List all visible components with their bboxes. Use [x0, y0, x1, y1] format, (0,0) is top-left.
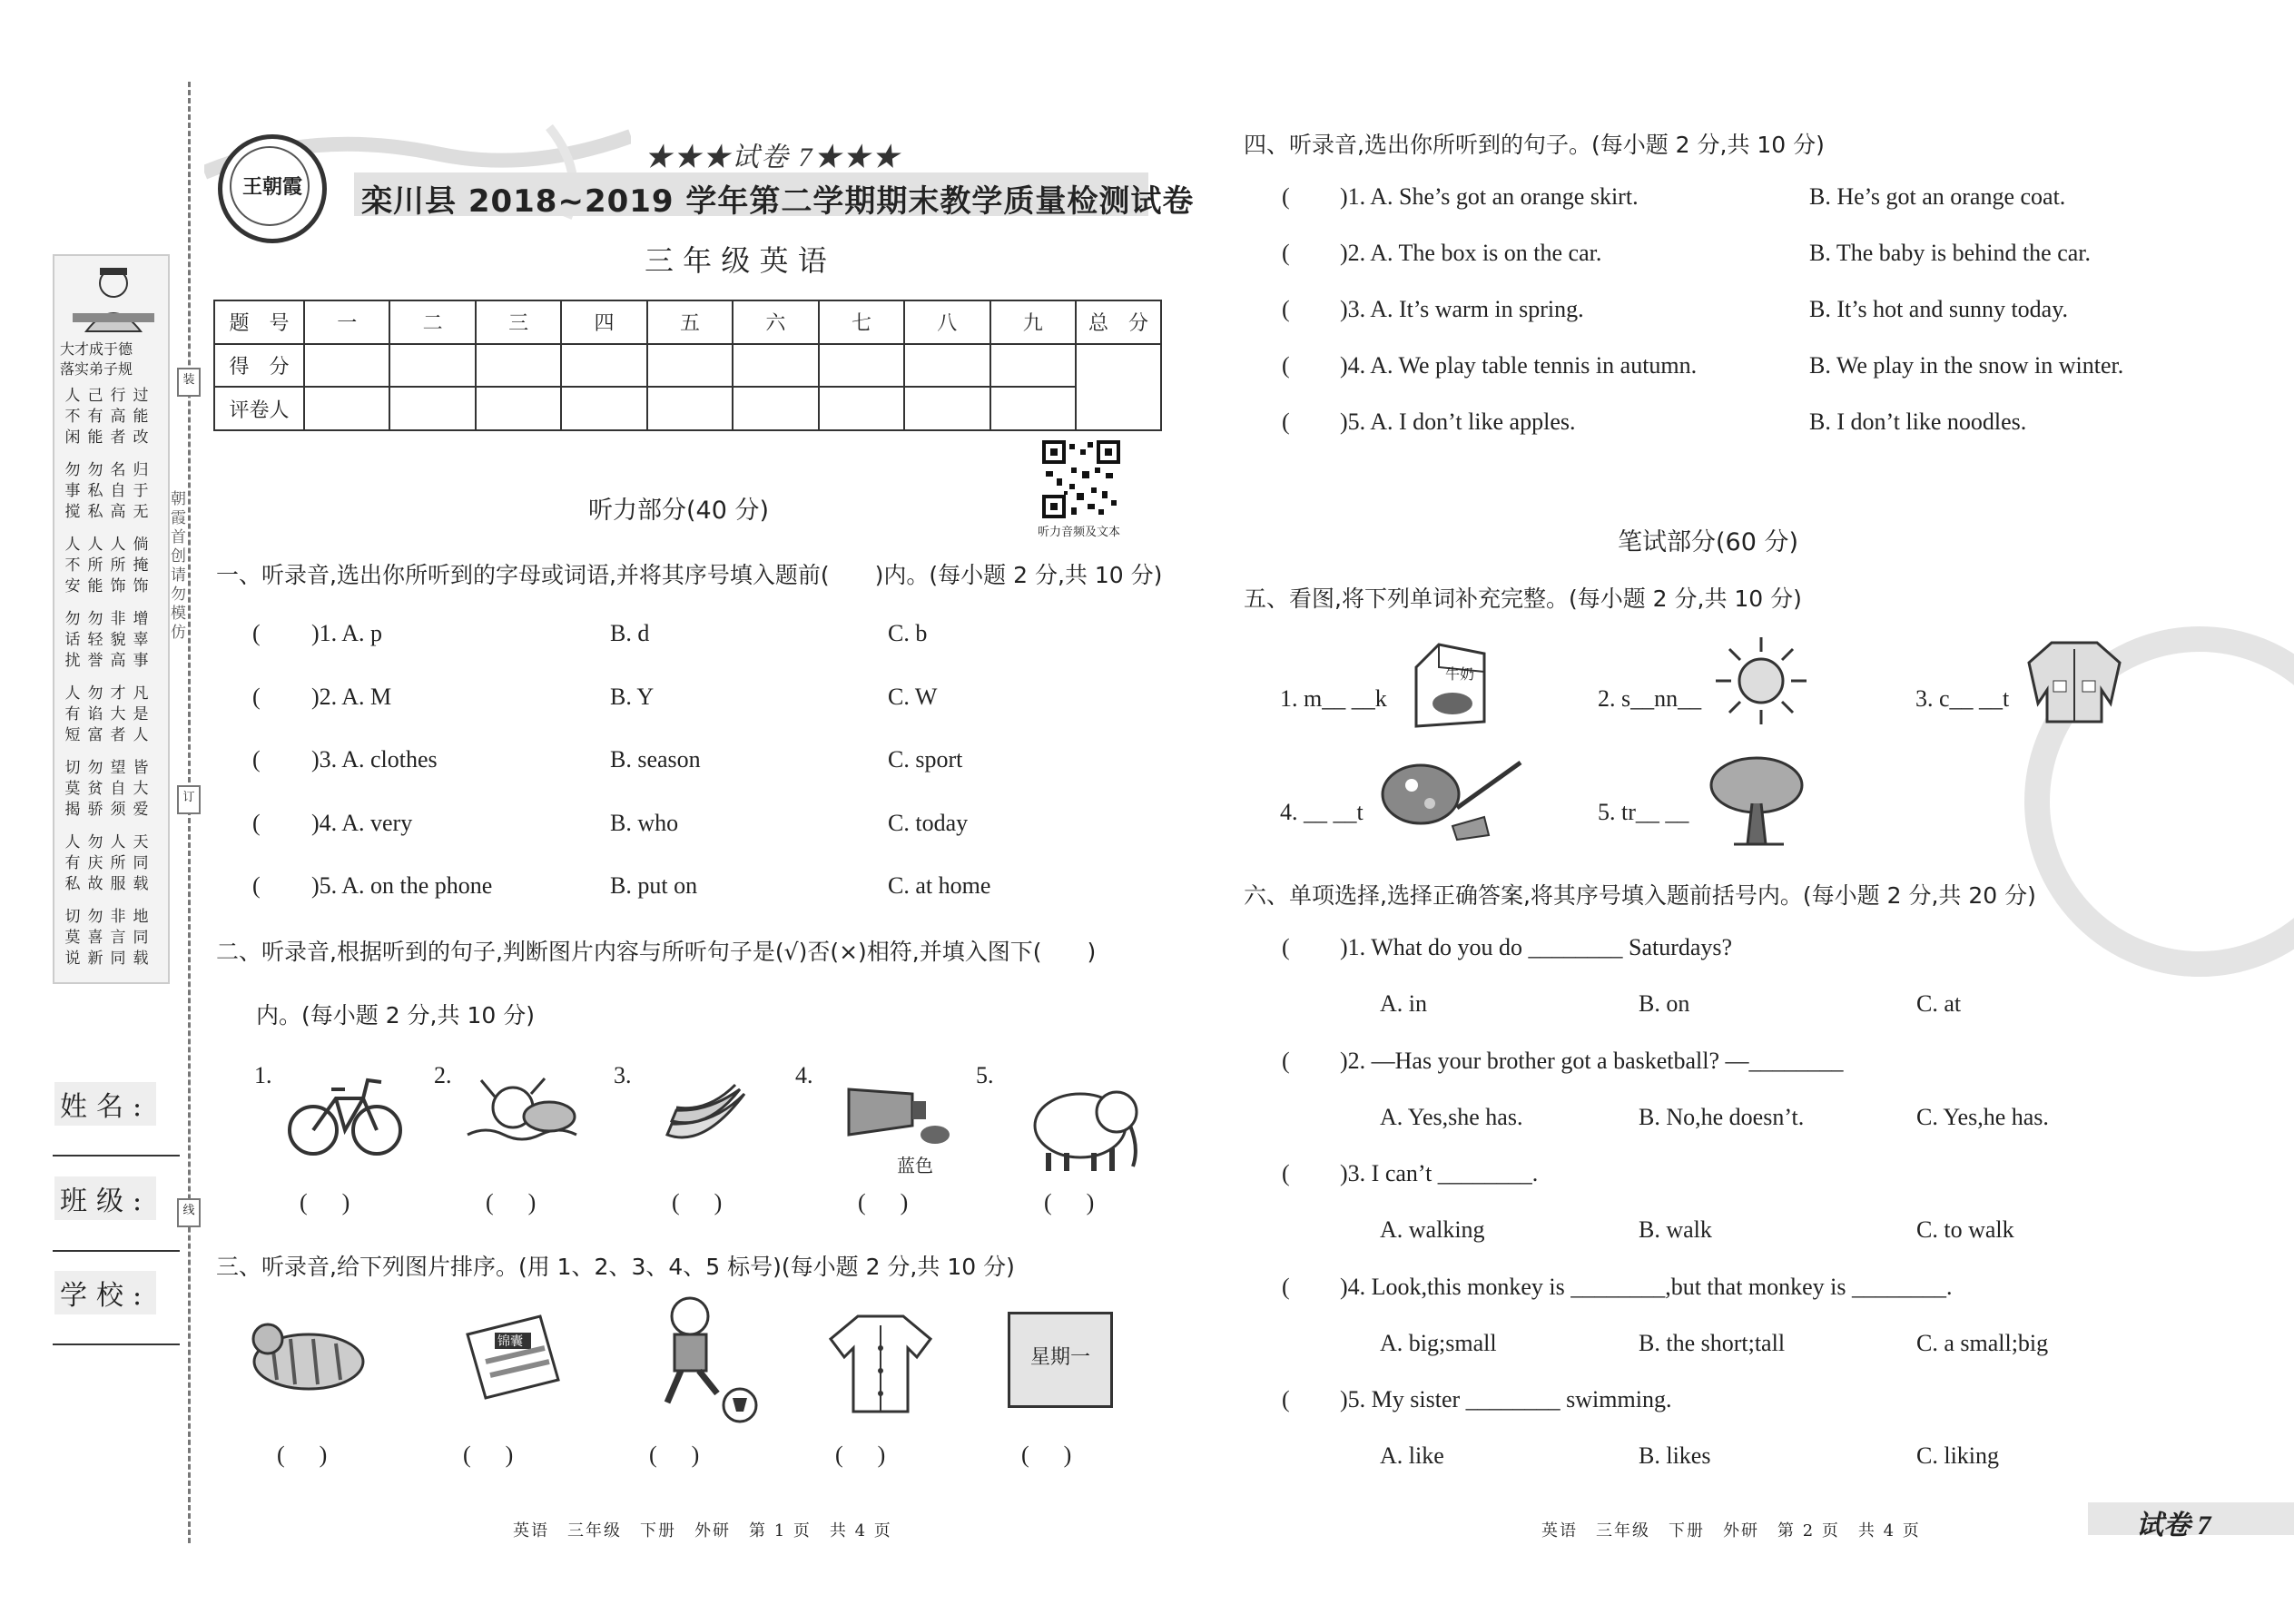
word-blank[interactable]: 5. tr__ __ [1598, 799, 1689, 825]
section-1-title: 一、听录音,选出你所听到的字母或词语,并将其序号填入题前( )内。(每小题 2 分,共 10 分) [216, 562, 1163, 588]
option-c[interactable]: C. to walk [1916, 1216, 2014, 1243]
motto-column: 勿轻誉 [87, 610, 103, 670]
grader-cell[interactable] [990, 387, 1077, 430]
motto-column: 勿谄富 [87, 684, 103, 744]
answer-paren[interactable]: () [486, 1189, 571, 1216]
option-a[interactable]: A. in [1380, 990, 1427, 1017]
motto-column: 人有私 [64, 833, 81, 893]
motto-column: 凡是人 [133, 684, 149, 744]
question-text: )2. —Has your brother got a basketball? —________ [1340, 1047, 1844, 1074]
question-text: )1. What do you do ________ Saturdays? [1340, 934, 1733, 960]
score-cell[interactable] [389, 344, 475, 388]
school-field[interactable] [53, 1343, 180, 1345]
motto-column: 望自须 [110, 759, 126, 819]
score-cell[interactable] [647, 344, 733, 388]
option-b: B. season [610, 746, 701, 773]
grader-cell[interactable] [647, 387, 733, 430]
milk-label: 牛奶 [1445, 665, 1475, 683]
section-2-title: 二、听录音,根据听到的句子,判断图片内容与所听句子是(√)否(×)相符,并填入图下( ) [216, 939, 1097, 965]
option-b[interactable]: B. the short;tall [1639, 1329, 1786, 1356]
picture-number: 5. [976, 1062, 994, 1088]
qr-caption: 听力音频及文本 [1038, 526, 1121, 539]
option-a: )2. A. The box is on the car. [1340, 240, 1602, 266]
answer-paren[interactable]: () [672, 1189, 757, 1216]
scholar-figure-icon [64, 263, 163, 336]
score-header-cell: 题 号 [214, 300, 304, 344]
name-field[interactable] [53, 1155, 180, 1156]
answer-paren[interactable]: ( [252, 746, 261, 773]
option-b: B. It’s hot and sunny today. [1809, 296, 2069, 322]
score-header-cell: 二 [389, 300, 475, 344]
option-b[interactable]: B. No,he doesn’t. [1639, 1103, 1805, 1130]
motto-column: 勿贫骄 [87, 759, 103, 819]
score-cell[interactable] [904, 344, 989, 388]
picture-number: 1. [254, 1062, 272, 1088]
option-a: )3. A. It’s warm in spring. [1340, 296, 1584, 322]
motto-column: 增辜事 [133, 610, 149, 670]
motto-column: 皆大爱 [133, 759, 149, 819]
answer-paren[interactable]: () [1021, 1442, 1107, 1468]
option-a: )5. A. on the phone [311, 872, 493, 899]
footer-left: 英语 三年级 下册 外研 第 1 页 共 4 页 [513, 1521, 892, 1540]
option-c[interactable]: C. a small;big [1916, 1329, 2049, 1356]
boy-football-icon [640, 1289, 767, 1425]
answer-paren[interactable]: ( [1282, 1273, 1290, 1300]
score-cell[interactable] [819, 344, 904, 388]
option-b[interactable]: B. likes [1639, 1442, 1711, 1469]
answer-paren[interactable]: ( [1282, 408, 1290, 435]
option-a[interactable]: A. big;small [1380, 1329, 1497, 1356]
motto-column: 地同载 [133, 908, 149, 968]
word-blank[interactable]: 1. m__ __k [1280, 685, 1387, 712]
elephant-icon [1026, 1076, 1148, 1176]
milk-carton-icon [1398, 640, 1498, 731]
motto-column: 非言同 [110, 908, 126, 968]
answer-paren[interactable]: ( [1282, 1386, 1290, 1412]
option-c[interactable]: C. liking [1916, 1442, 2000, 1469]
section-4-title: 四、听录音,选出你所听到的句子。(每小题 2 分,共 10 分) [1244, 132, 1825, 158]
option-b[interactable]: B. on [1639, 990, 1690, 1017]
total-score-cell[interactable] [1076, 344, 1161, 430]
motto-column: 勿喜新 [87, 908, 103, 968]
score-cell[interactable] [733, 344, 818, 388]
score-row-label: 评卷人 [214, 387, 304, 430]
logo-text: 王朝霞 [241, 175, 302, 199]
motto-column: 人所饰 [110, 536, 126, 595]
picture-number: 3. [614, 1062, 632, 1088]
footer-right: 英语 三年级 下册 外研 第 2 页 共 4 页 [1541, 1521, 1921, 1540]
answer-paren[interactable]: ( [252, 872, 261, 899]
answer-paren[interactable]: ( [252, 620, 261, 646]
tigers-icon [245, 1307, 372, 1407]
seal-mark-icon: 线 [177, 1198, 201, 1227]
question-text: )3. I can’t ________. [1340, 1160, 1539, 1186]
option-b: B. He’s got an orange coat. [1809, 183, 2066, 210]
option-a: )5. A. I don’t like apples. [1340, 408, 1576, 435]
bananas-icon [658, 1080, 758, 1153]
answer-paren[interactable]: ( [1282, 183, 1290, 210]
answer-paren[interactable]: ( [252, 809, 261, 836]
section-5-title: 五、看图,将下列单词补充完整。(每小题 2 分,共 10 分) [1244, 586, 1802, 612]
answer-paren[interactable]: ( [252, 683, 261, 710]
grader-cell[interactable] [904, 387, 989, 430]
shirt-icon [826, 1307, 935, 1416]
grader-cell[interactable] [389, 387, 475, 430]
answer-paren[interactable]: () [649, 1442, 734, 1468]
score-cell[interactable] [561, 344, 646, 388]
motto-column: 才大者 [110, 684, 126, 744]
question-text: )5. My sister ________ swimming. [1340, 1386, 1672, 1412]
motto-column: 人所能 [87, 536, 103, 595]
option-b: B. We play in the snow in winter. [1809, 352, 2124, 379]
score-header-cell: 六 [733, 300, 818, 344]
grader-cell[interactable] [561, 387, 646, 430]
motto-column: 勿庆故 [87, 833, 103, 893]
picture-number: 4. [795, 1062, 813, 1088]
exam-title: 栾川县 2018~2019 学年第二学期期末教学质量检测试卷 [361, 183, 1195, 220]
answer-paren[interactable]: ( [1282, 352, 1290, 379]
seal-mark-icon: 装 [177, 368, 201, 397]
option-b: B. who [610, 809, 679, 836]
motto-column: 切莫揭 [64, 759, 81, 819]
sun-icon [1711, 635, 1811, 726]
option-b: B. Y [610, 683, 655, 710]
tree-icon [1707, 753, 1807, 853]
seal-mark-icon: 订 [177, 785, 201, 814]
option-c: C. sport [888, 746, 963, 773]
calendar-icon [1008, 1312, 1113, 1408]
option-a: )4. A. We play table tennis in autumn. [1340, 352, 1698, 379]
paint-color-label: 蓝色 [897, 1155, 933, 1176]
motto-column: 人所服 [110, 833, 126, 893]
footer-tag: 试卷 7 [2136, 1511, 2211, 1540]
word-blank[interactable]: 4. __ __t [1280, 799, 1364, 825]
score-header-cell: 九 [990, 300, 1077, 344]
question-text: )4. Look,this monkey is ________,but that monkey is ________. [1340, 1273, 1953, 1300]
answer-paren[interactable]: ( [1282, 934, 1290, 960]
grader-cell[interactable] [476, 387, 561, 430]
score-header-cell: 八 [904, 300, 989, 344]
motto-column: 归于无 [133, 461, 149, 521]
motto-title-1: 大才成于德 [60, 340, 133, 358]
option-b: B. The baby is behind the car. [1809, 240, 2092, 266]
swimming-boy-icon [463, 1071, 581, 1162]
name-label: 姓名: [54, 1082, 156, 1126]
word-blank[interactable]: 2. s__nn__ [1598, 685, 1702, 712]
logo-seal [218, 134, 327, 243]
class-label: 班级: [54, 1176, 156, 1220]
qr-code-icon[interactable] [1042, 440, 1120, 518]
answer-paren[interactable]: ( [1282, 1047, 1290, 1074]
picture-number: 2. [434, 1062, 452, 1088]
option-c: C. b [888, 620, 928, 646]
listening-title: 听力部分(40 分) [588, 497, 770, 525]
option-a: )4. A. very [311, 809, 413, 836]
grader-cell[interactable] [819, 387, 904, 430]
coat-icon [2024, 635, 2124, 726]
option-b: B. d [610, 620, 650, 646]
calendar-day: 星期一 [1029, 1346, 1090, 1369]
option-a: )1. A. She’s got an orange skirt. [1340, 183, 1639, 210]
score-header-cell: 五 [647, 300, 733, 344]
motto-column: 切莫说 [64, 908, 81, 968]
option-a[interactable]: A. Yes,she has. [1380, 1103, 1523, 1130]
motto-column: 己有能 [87, 387, 103, 447]
section-6-title: 六、单项选择,选择正确答案,将其序号填入题前括号内。(每小题 2 分,共 20 分) [1244, 882, 2036, 909]
answer-paren[interactable]: () [463, 1442, 548, 1468]
option-c: C. at home [888, 872, 991, 899]
score-header-cell: 一 [304, 300, 389, 344]
option-b: B. I don’t like noodles. [1809, 408, 2027, 435]
subject-title: 三 年 级 英 语 [645, 243, 827, 278]
motto-title-2: 落实弟子规 [60, 360, 133, 378]
answer-paren[interactable]: ( [1282, 296, 1290, 322]
grader-cell[interactable] [304, 387, 389, 430]
score-header-cell: 三 [476, 300, 561, 344]
motto-column: 天同载 [133, 833, 149, 893]
score-cell[interactable] [990, 344, 1077, 388]
answer-paren[interactable]: () [300, 1189, 385, 1216]
answer-paren[interactable]: ( [1282, 1160, 1290, 1186]
motto-column: 人有短 [64, 684, 81, 744]
answer-paren[interactable]: () [1044, 1189, 1129, 1216]
class-field[interactable] [53, 1250, 180, 1252]
motto-column: 勿话扰 [64, 610, 81, 670]
motto-column: 勿私私 [87, 461, 103, 521]
writing-title: 笔试部分(60 分) [1618, 528, 1799, 556]
motto-column: 倘掩饰 [133, 536, 149, 595]
option-a: )1. A. p [311, 620, 382, 646]
book-title: 锦囊 [497, 1334, 523, 1349]
option-a[interactable]: A. walking [1380, 1216, 1485, 1243]
option-a: )2. A. M [311, 683, 392, 710]
answer-paren[interactable]: () [858, 1189, 943, 1216]
motto-column: 人不安 [64, 536, 81, 595]
score-header-cell: 七 [819, 300, 904, 344]
score-table [213, 300, 1162, 431]
paint-tube-icon [844, 1085, 953, 1153]
option-c[interactable]: C. Yes,he has. [1916, 1103, 2049, 1130]
answer-paren[interactable]: ( [1282, 240, 1290, 266]
option-b[interactable]: B. walk [1639, 1216, 1712, 1243]
grader-cell[interactable] [733, 387, 818, 430]
paints-brush-icon [1375, 753, 1525, 844]
motto-column: 行高者 [110, 387, 126, 447]
option-a: )3. A. clothes [311, 746, 438, 773]
motto-column: 非貌高 [110, 610, 126, 670]
score-cell[interactable] [304, 344, 389, 388]
option-c: C. W [888, 683, 938, 710]
option-c: C. today [888, 809, 969, 836]
section-3-title: 三、听录音,给下列图片排序。(用 1、2、3、4、5 标号)(每小题 2 分,共 10 分) [216, 1254, 1015, 1280]
paper-badge: ★★★试卷 7★★★ [645, 143, 901, 172]
option-b: B. put on [610, 872, 698, 899]
motto-column: 名自高 [110, 461, 126, 521]
score-cell[interactable] [476, 344, 561, 388]
bicycle-icon [286, 1062, 404, 1162]
school-label: 学校: [54, 1271, 156, 1314]
score-header-cell: 总 分 [1076, 300, 1161, 344]
word-blank[interactable]: 3. c__ __t [1915, 685, 2010, 712]
motto-column: 勿事搅 [64, 461, 81, 521]
motto-column: 过能改 [133, 387, 149, 447]
section-2-title-cont: 内。(每小题 2 分,共 10 分) [256, 1002, 535, 1029]
answer-paren[interactable]: () [277, 1442, 362, 1468]
option-a[interactable]: A. like [1380, 1442, 1444, 1469]
vertical-note: 朝霞首创 请勿模仿 [171, 490, 186, 642]
option-c[interactable]: C. at [1916, 990, 1962, 1017]
motto-column: 人不闲 [64, 387, 81, 447]
score-header-cell: 四 [561, 300, 646, 344]
answer-paren[interactable]: () [835, 1442, 921, 1468]
score-row-label: 得 分 [214, 344, 304, 388]
book-icon [458, 1307, 567, 1407]
